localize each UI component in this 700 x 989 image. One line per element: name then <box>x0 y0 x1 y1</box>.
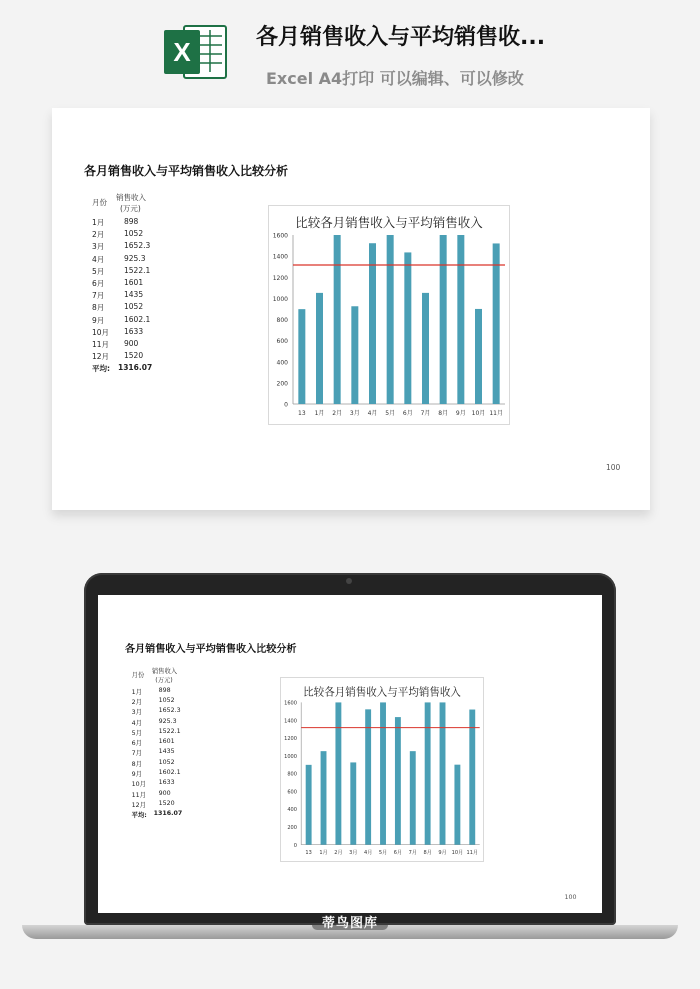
bar-chart <box>269 206 509 424</box>
table-month-cell: 5月 <box>131 729 142 737</box>
col-header-month: 月份 <box>131 671 145 679</box>
x-tick-label: 10月 <box>471 410 486 417</box>
y-tick-label: 0 <box>293 842 297 849</box>
x-tick-label: 10月 <box>451 849 463 856</box>
table-value-cell: 1052 <box>124 229 144 239</box>
page-title: 各月销售收入与平均销售收... <box>256 25 546 50</box>
table-value-cell: 925.3 <box>158 717 177 725</box>
bar <box>395 717 401 845</box>
x-tick-label: 6月 <box>402 410 413 417</box>
col-header-sales: 销售收入 <box>151 667 178 675</box>
bar <box>493 243 500 404</box>
y-tick-label: 1600 <box>272 232 288 240</box>
table-value-cell: 1522.1 <box>158 727 181 735</box>
chart-container <box>280 677 484 863</box>
table-month-cell: 9月 <box>131 770 142 778</box>
avg-value: 1316.07 <box>153 810 183 818</box>
table-value-cell: 1522.1 <box>124 265 151 275</box>
y-tick-label: 1400 <box>284 717 297 724</box>
bar <box>469 709 475 844</box>
col-header-sales: 销售收入 <box>116 193 146 202</box>
table-value-cell: 1520 <box>158 799 175 807</box>
table-value-cell: 1633 <box>124 326 144 336</box>
y-tick-label: 1000 <box>272 295 288 303</box>
x-tick-label: 6月 <box>393 849 402 856</box>
bar <box>334 235 341 404</box>
sheet-title: 各月销售收入与平均销售收入比较分析 <box>124 644 297 656</box>
table-value-cell: 1052 <box>158 758 175 766</box>
avg-value: 1316.07 <box>118 363 153 373</box>
bar <box>457 235 464 404</box>
y-tick-label: 1200 <box>272 274 288 282</box>
table-month-cell: 10月 <box>131 781 146 789</box>
table-month-cell: 11月 <box>131 791 146 799</box>
table-value-cell: 1601 <box>124 278 144 287</box>
y-tick-label: 600 <box>276 338 288 346</box>
x-tick-label: 9月 <box>438 849 447 856</box>
page-number: 100 <box>564 893 577 901</box>
x-tick-label: 7月 <box>420 410 431 417</box>
bar <box>387 235 394 404</box>
y-tick-label: 200 <box>287 824 297 831</box>
x-tick-label: 1月 <box>314 410 325 417</box>
x-tick-label: 2月 <box>334 849 343 856</box>
x-tick-label: 3月 <box>348 849 358 856</box>
x-tick-label: 7月 <box>408 849 417 856</box>
chart-container <box>268 205 510 425</box>
bar <box>404 252 411 404</box>
x-tick-label: 8月 <box>423 849 432 856</box>
bar <box>422 293 429 404</box>
x-tick-label: 5月 <box>385 410 396 417</box>
bar <box>335 702 341 844</box>
table-value-cell: 1052 <box>158 697 175 705</box>
table-month-cell: 4月 <box>92 254 105 264</box>
table-month-cell: 1月 <box>92 218 105 227</box>
x-tick-label: 13 <box>305 849 312 856</box>
page-number: 100 <box>606 463 621 472</box>
table-value-cell: 1435 <box>124 290 144 300</box>
table-month-cell: 4月 <box>131 719 142 727</box>
y-tick-label: 200 <box>276 380 288 388</box>
bar <box>475 309 482 404</box>
table-month-cell: 10月 <box>92 327 110 337</box>
table-month-cell: 11月 <box>92 340 110 349</box>
table-month-cell: 8月 <box>92 303 105 313</box>
table-month-cell: 3月 <box>131 709 142 717</box>
camera-icon <box>346 578 352 584</box>
table-month-cell: 9月 <box>92 315 105 325</box>
y-tick-label: 400 <box>287 806 297 813</box>
bar <box>454 764 460 844</box>
x-tick-label: 4月 <box>363 849 373 856</box>
table-month-cell: 7月 <box>92 291 105 301</box>
x-tick-label: 13 <box>298 410 306 417</box>
table-month-cell: 12月 <box>92 352 110 362</box>
bar <box>369 243 376 404</box>
chart-title: 比较各月销售收入与平均销售收入 <box>303 686 461 699</box>
x-tick-label: 1月 <box>319 849 328 856</box>
watermark: 蒂鸟图库 <box>321 916 378 931</box>
col-header-month: 月份 <box>92 198 107 207</box>
bar <box>306 765 312 845</box>
laptop-mockup <box>84 573 616 925</box>
table-month-cell: 6月 <box>131 740 142 748</box>
table-value-cell: 900 <box>124 339 139 348</box>
table-month-cell: 2月 <box>92 230 105 240</box>
bar <box>350 762 356 844</box>
bar <box>365 709 371 844</box>
table-month-cell: 1月 <box>131 688 142 696</box>
page-subtitle: Excel A4打印 可以编辑、可以修改 <box>266 69 524 88</box>
table-value-cell: 1602.1 <box>124 314 151 324</box>
table-value-cell: 1435 <box>158 748 175 756</box>
y-tick-label: 800 <box>287 771 297 778</box>
bar <box>316 293 323 404</box>
sheet-preview-top <box>52 108 650 510</box>
table-value-cell: 1652.3 <box>158 707 181 715</box>
x-tick-label: 11月 <box>489 410 503 417</box>
y-tick-label: 800 <box>276 317 288 324</box>
bar <box>351 306 358 404</box>
table-value-cell: 898 <box>124 217 139 226</box>
table-value-cell: 1633 <box>158 779 175 787</box>
bar <box>439 702 445 844</box>
chart-title: 比较各月销售收入与平均销售收入 <box>295 215 483 230</box>
y-tick-label: 1400 <box>272 253 288 261</box>
table-value-cell: 1602.1 <box>158 768 181 776</box>
table-value-cell: 898 <box>158 686 171 694</box>
sheet-preview-laptop <box>98 595 602 913</box>
col-header-sales-unit: (万元) <box>155 676 173 684</box>
table-month-cell: 8月 <box>131 760 142 768</box>
x-tick-label: 9月 <box>455 410 466 417</box>
y-tick-label: 0 <box>284 401 288 409</box>
bar-chart <box>281 678 483 862</box>
table-month-cell: 6月 <box>92 279 105 288</box>
y-tick-label: 600 <box>287 789 297 796</box>
y-tick-label: 400 <box>276 359 288 367</box>
x-tick-label: 5月 <box>378 849 388 856</box>
x-tick-label: 3月 <box>349 410 360 417</box>
table-month-cell: 3月 <box>92 242 105 252</box>
table-value-cell: 900 <box>158 789 171 797</box>
x-tick-label: 2月 <box>332 410 343 417</box>
svg-text:X: X <box>173 37 191 67</box>
table-value-cell: 1052 <box>124 302 144 312</box>
x-tick-label: 4月 <box>367 410 378 417</box>
table-value-cell: 1520 <box>124 351 144 361</box>
avg-label: 平均: <box>92 364 110 374</box>
sheet-title: 各月销售收入与平均销售收入比较分析 <box>84 164 289 178</box>
bar <box>320 751 326 845</box>
table-month-cell: 7月 <box>131 750 142 758</box>
avg-label: 平均: <box>131 812 147 820</box>
table-month-cell: 2月 <box>131 699 142 707</box>
bar <box>298 309 305 404</box>
table-month-cell: 5月 <box>92 266 105 276</box>
x-tick-label: 11月 <box>466 849 478 856</box>
y-tick-label: 1200 <box>284 735 297 742</box>
bar <box>380 702 386 844</box>
table-value-cell: 925.3 <box>124 253 146 263</box>
table-value-cell: 1652.3 <box>124 241 151 251</box>
table-value-cell: 1601 <box>158 738 175 746</box>
bar <box>440 235 447 404</box>
bar <box>410 751 416 845</box>
col-header-sales-unit: (万元) <box>120 204 141 213</box>
bar <box>425 702 431 844</box>
excel-icon <box>162 22 228 82</box>
y-tick-label: 1600 <box>284 700 297 707</box>
x-tick-label: 8月 <box>438 410 449 417</box>
table-month-cell: 12月 <box>131 801 146 809</box>
y-tick-label: 1000 <box>284 753 297 760</box>
